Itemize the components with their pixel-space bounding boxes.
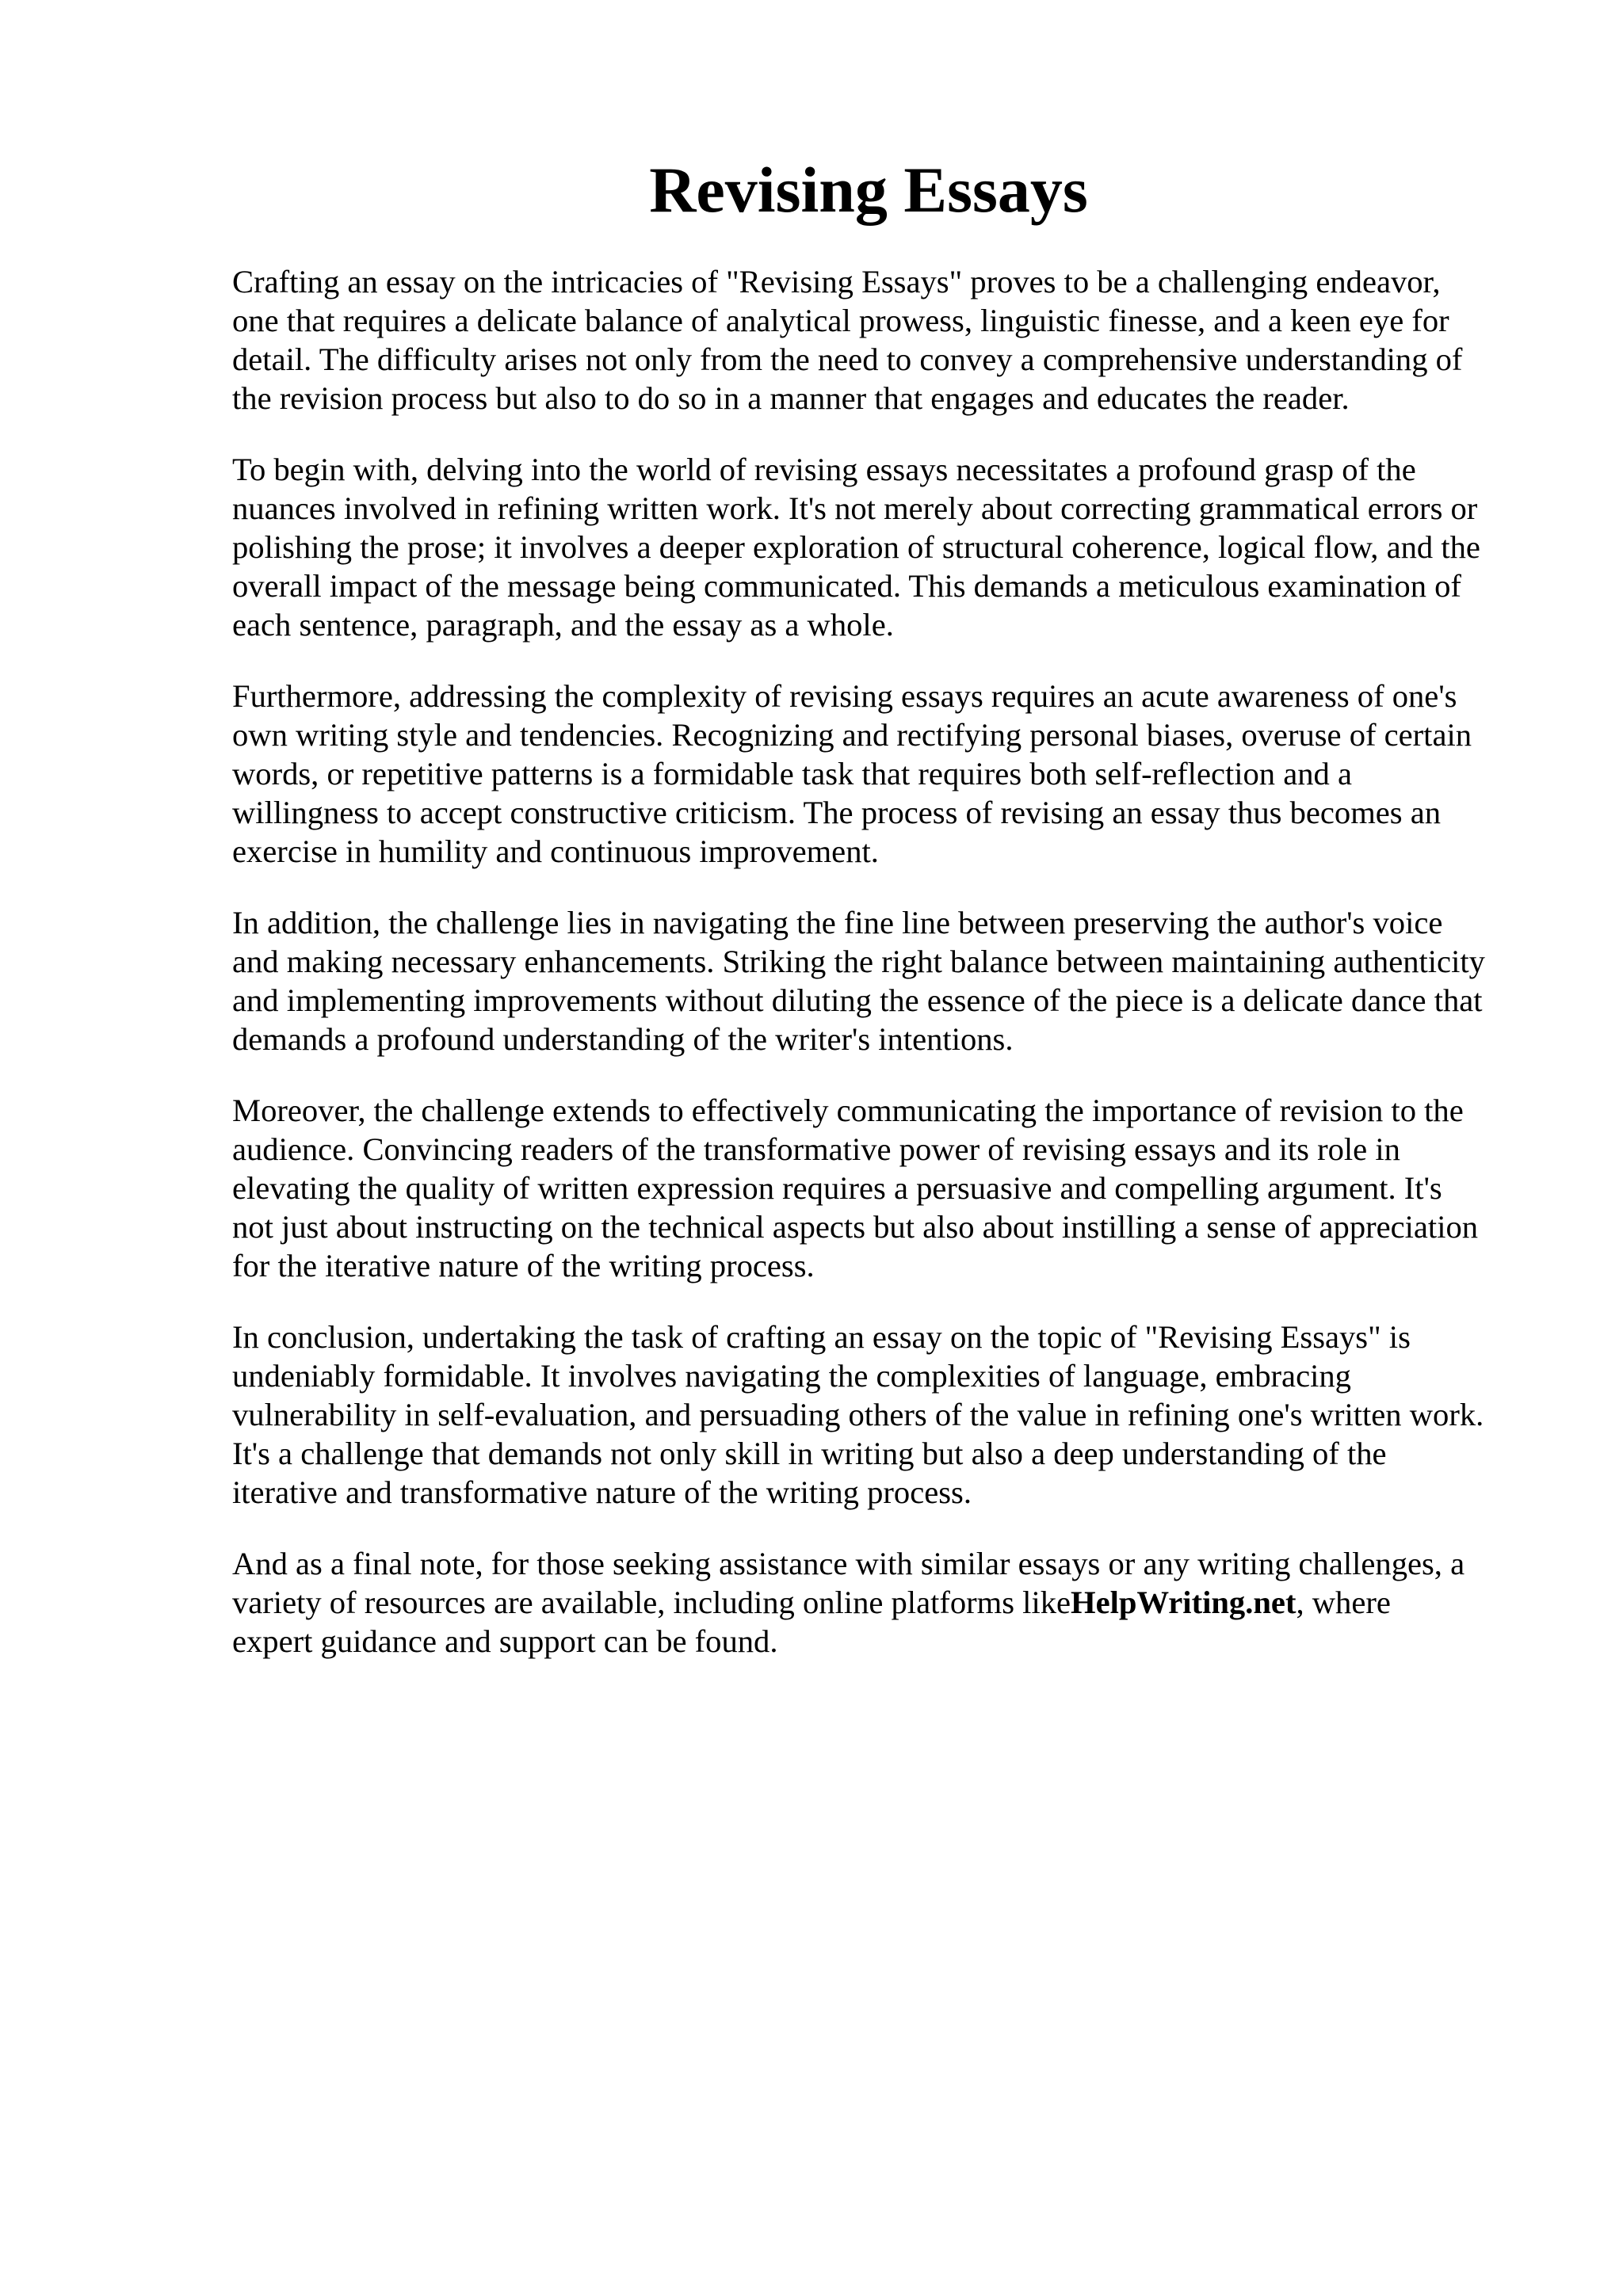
paragraph-6 [232, 1318, 1516, 1512]
text-line: Furthermore, addressing the complexity of revising essays requires an acute awareness of one's [232, 678, 1457, 714]
paragraph-3 [232, 677, 1516, 871]
helpwriting-link[interactable]: HelpWriting.net [1071, 1585, 1296, 1620]
text-line: each sentence, paragraph, and the essay as a whole. [232, 607, 894, 643]
text-line: demands a profound understanding of the writer's intentions. [232, 1021, 1014, 1057]
paragraph-1 [232, 262, 1516, 418]
text-line: expert guidance and support can be found. [232, 1623, 778, 1659]
text-line: To begin with, delving into the world of revising essays necessitates a profound grasp of the [232, 452, 1416, 487]
text-line: polishing the prose; it involves a deeper exploration of structural coherence, logical flow, and the [232, 529, 1480, 565]
text-line: elevating the quality of written expression requires a persuasive and compelling argument. It's [232, 1170, 1442, 1206]
essay-body [232, 262, 1516, 1693]
text-line: not just about instructing on the technical aspects but also about instilling a sense of appreciation [232, 1209, 1479, 1245]
text-line: willingness to accept constructive criticism. The process of revising an essay thus becomes an [232, 795, 1442, 830]
text-line: And as a final note, for those seeking assistance with similar essays or any writing challenges, a [232, 1546, 1465, 1581]
text-line: undeniably formidable. It involves navigating the complexities of language, embracing [232, 1358, 1351, 1394]
text-line: exercise in humility and continuous improvement. [232, 833, 879, 869]
text-line: Moreover, the challenge extends to effectively communicating the importance of revision to the [232, 1093, 1464, 1128]
text-line: own writing style and tendencies. Recognizing and rectifying personal biases, overuse of certain [232, 717, 1472, 753]
text-line: nuances involved in refining written work. It's not merely about correcting grammatical errors or [232, 490, 1478, 526]
text-line: Crafting an essay on the intricacies of "Revising Essays" proves to be a challenging endeavor, [232, 264, 1441, 299]
text-line: vulnerability in self-evaluation, and persuading others of the value in refining one's written work. [232, 1397, 1484, 1432]
page-title: Revising Essays [649, 154, 1088, 226]
text-line: and implementing improvements without diluting the essence of the piece is a delicate dance that [232, 982, 1483, 1018]
text-line: In conclusion, undertaking the task of crafting an essay on the topic of "Revising Essays" is [232, 1319, 1411, 1355]
text-line: It's a challenge that demands not only skill in writing but also a deep understanding of the [232, 1436, 1387, 1471]
text-line: detail. The difficulty arises not only from the need to convey a comprehensive understanding of [232, 341, 1463, 377]
text-line: words, or repetitive patterns is a formidable task that requires both self-reflection and a [232, 756, 1352, 791]
text-segment: , where [1296, 1585, 1391, 1620]
paragraph-5 [232, 1091, 1516, 1285]
text-line-with-link [232, 1583, 1516, 1622]
text-segment: variety of resources are available, including online platforms like [232, 1585, 1071, 1620]
text-line: In addition, the challenge lies in navigating the fine line between preserving the author's voice [232, 905, 1443, 940]
text-line: and making necessary enhancements. Striking the right balance between maintaining authenticity [232, 944, 1485, 979]
text-line: one that requires a delicate balance of analytical prowess, linguistic finesse, and a keen eye for [232, 303, 1449, 338]
text-line: the revision process but also to do so in a manner that engages and educates the reader. [232, 380, 1350, 416]
text-line: audience. Convincing readers of the transformative power of revising essays and its role in [232, 1131, 1400, 1167]
text-line: iterative and transformative nature of the writing process. [232, 1474, 972, 1510]
paragraph-4 [232, 903, 1516, 1058]
paragraph-2 [232, 450, 1516, 644]
text-line: overall impact of the message being communicated. This demands a meticulous examination of [232, 568, 1461, 604]
text-line: for the iterative nature of the writing process. [232, 1248, 815, 1283]
paragraph-final [232, 1544, 1516, 1661]
